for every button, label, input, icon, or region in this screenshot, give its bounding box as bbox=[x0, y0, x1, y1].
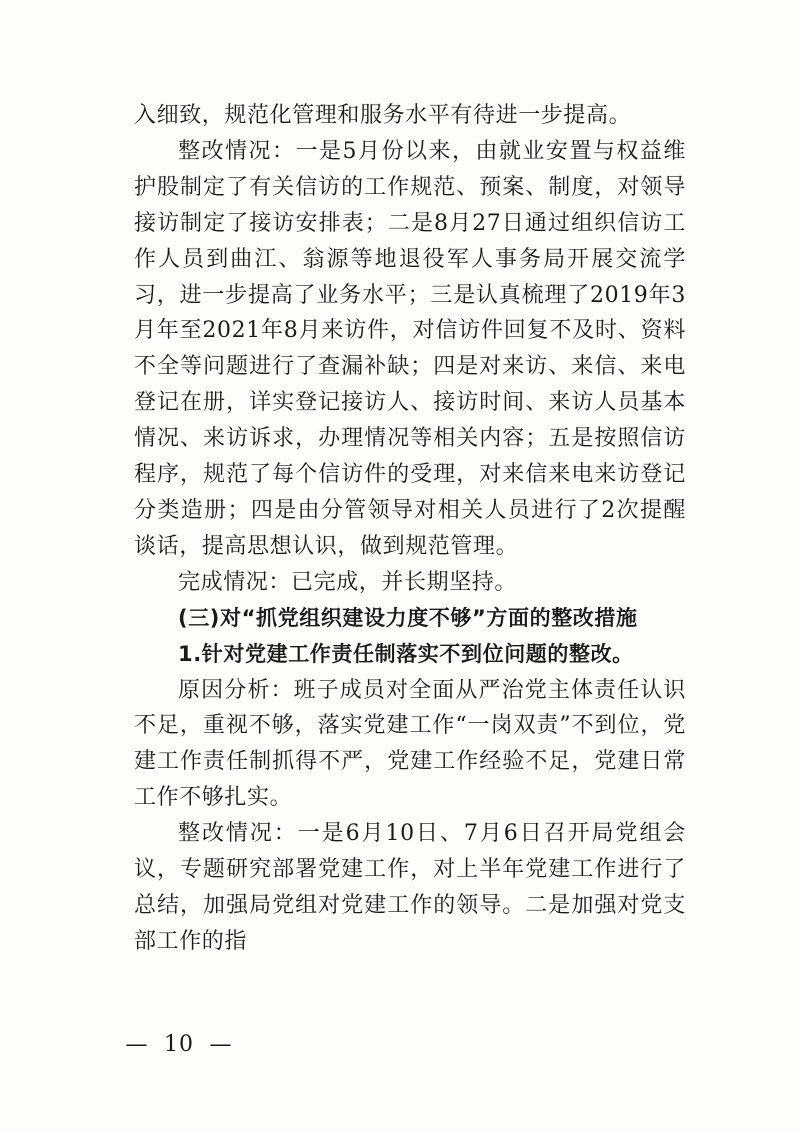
section-heading: (三)对“抓党组织建设力度不够”方面的整改措施 bbox=[178, 605, 638, 630]
paragraph-completion-status: 完成情况：已完成，并长期坚持。 bbox=[178, 569, 518, 595]
document-body bbox=[134, 98, 686, 960]
footer-left-dash: — bbox=[125, 1032, 149, 1057]
paragraph-rectification-status: 整改情况：一是5月份以来，由就业安置与权益维护股制定了有关信访的工作规范、预案、制度，对领导接访制定了接访安排表；二是8月27日通过组织信访工作人员到曲江、翁源等地退役军人事务局开展交流学习，进一步提高了业务水平；三是认真梳理了2019年3月年至2021年8月来访件，对信访件回复不及时、资料不全等问题进行了查漏补缺；四是对来访、来信、来电登记在册，详实登记接访人、接访时间、来访人员基本情况、来访诉求，办理情况等相关内容；五是按照信访程序，规范了每个信访件的受理，对来信来电来访登记分类造册；四是由分管领导对相关人员进行了2次提醒谈话，提高思想认识，做到规范管理。 bbox=[134, 138, 686, 559]
paragraph-continuation: 入细致，规范化管理和服务水平有待进一步提高。 bbox=[134, 103, 632, 128]
subsection-heading: 1.针对党建工作责任制落实不到位问题的整改。 bbox=[178, 641, 634, 666]
page-number: 10 bbox=[164, 1032, 194, 1057]
page-footer bbox=[124, 1032, 234, 1057]
footer-right-dash: — bbox=[209, 1032, 233, 1057]
paragraph-cause-analysis: 原因分析：班子成员对全面从严治党主体责任认识不足，重视不够，落实党建工作“一岗双责”不到位，党建工作责任制抓得不严，党建工作经验不足，党建日常工作不够扎实。 bbox=[134, 677, 686, 811]
paragraph-rectification-status-2: 整改情况：一是6月10日、7月6日召开局党组会议，专题研究部署党建工作，对上半年党建工作进行了总结，加强局党组对党建工作的领导。二是加强对党支部工作的指 bbox=[134, 821, 686, 954]
